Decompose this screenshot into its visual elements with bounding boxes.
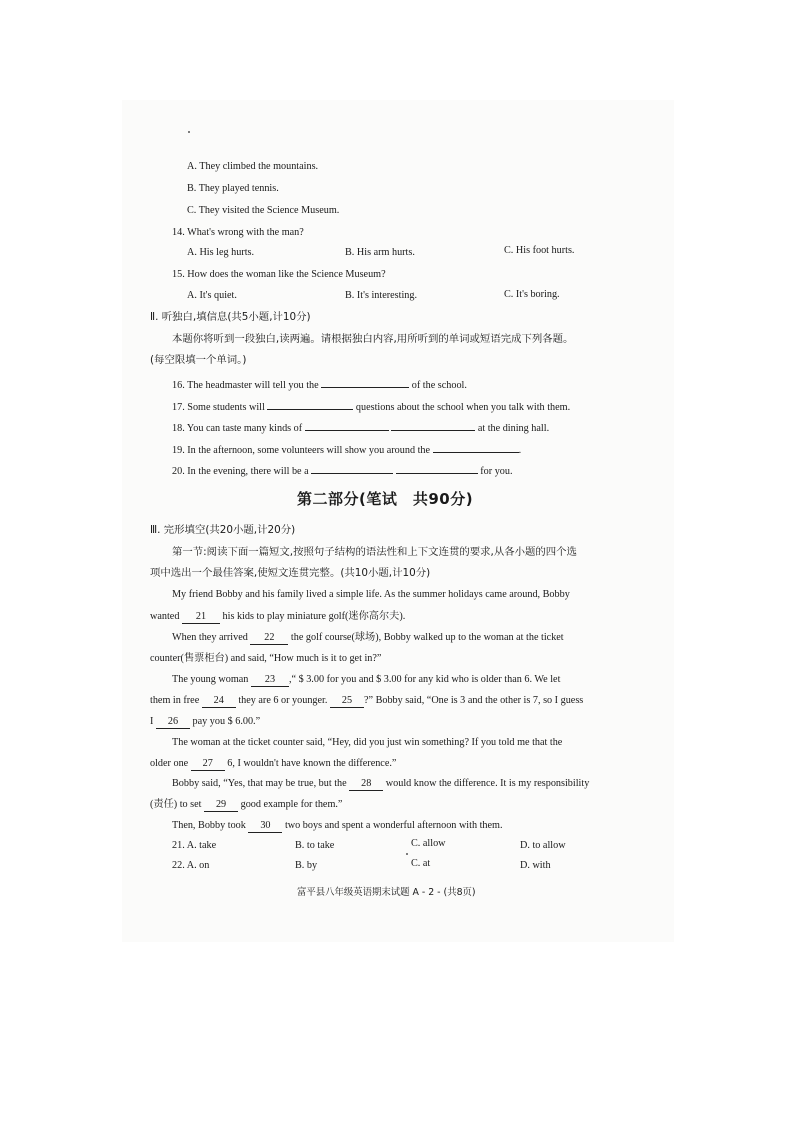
q22-option-a: 22. A. on (172, 860, 210, 871)
passage-text: I (150, 716, 154, 727)
q20-text-end: for you. (480, 466, 513, 477)
q17-text-end: questions about the school when you talk with them. (355, 402, 571, 413)
passage-p1-line1: My friend Bobby and his family lived a simple life. As the summer holidays came around, Bobby (172, 589, 570, 600)
blank-26[interactable]: 26 (156, 715, 190, 729)
q17-blank[interactable] (267, 398, 353, 410)
speck-mark (406, 853, 408, 855)
q22-option-d: D. with (520, 860, 551, 871)
passage-p4-line2 (150, 757, 396, 771)
blank-25[interactable]: 25 (330, 694, 364, 708)
part2-title: 第二部分(笔试 共90分) (297, 490, 474, 508)
passage-text: (责任) to set (150, 799, 202, 810)
q19-blank[interactable] (433, 441, 519, 453)
blank-21[interactable]: 21 (182, 610, 220, 624)
q15-option-a: A. It's quiet. (187, 290, 237, 301)
passage-text: The young woman (172, 674, 249, 685)
q19-text-end: . (518, 445, 522, 456)
q13-option-a: A. They climbed the mountains. (187, 161, 319, 172)
passage-text: When they arrived (172, 632, 248, 643)
passage-p3-line1 (172, 673, 560, 687)
blank-24[interactable]: 24 (202, 694, 236, 708)
q18-line (172, 419, 549, 435)
q22-option-c: C. at (411, 858, 431, 869)
q16-blank[interactable] (321, 376, 409, 388)
passage-p4-line1: The woman at the ticket counter said, “Hey, did you just win something? If you told me that the (172, 737, 563, 748)
q15-option-b: B. It's interesting. (345, 290, 418, 301)
q19-text: 19. In the afternoon, some volunteers will show you around the (172, 445, 431, 456)
passage-p2-line1 (172, 631, 564, 645)
q17-text: 17. Some students will (172, 402, 265, 413)
blank-23[interactable]: 23 (251, 673, 289, 687)
section2-heading: Ⅱ. 听独白,填信息(共5小题,计10分) (150, 311, 311, 323)
passage-text: his kids to play miniature golf(迷你高尔夫). (222, 611, 406, 622)
passage-p5-line1 (172, 777, 589, 791)
section3-instruction: 第一节:阅读下面一篇短文,按照句子结构的语法性和上下文连贯的要求,从各小题的四个选 (172, 546, 577, 558)
q13-option-c: C. They visited the Science Museum. (187, 205, 340, 216)
q15-question: 15. How does the woman like the Science Museum? (172, 269, 386, 280)
blank-22[interactable]: 22 (250, 631, 288, 645)
q17-line (172, 398, 570, 414)
q22-option-b: B. by (295, 860, 318, 871)
blank-28[interactable]: 28 (349, 777, 383, 791)
q16-text: 16. The headmaster will tell you the (172, 380, 319, 391)
passage-text: them in free (150, 695, 200, 706)
passage-text: Bobby said, “Yes, that may be true, but the (172, 778, 347, 789)
blank-27[interactable]: 27 (191, 757, 225, 771)
passage-p3-line3 (150, 715, 260, 729)
passage-p3-line2 (150, 694, 583, 708)
q15-option-c: C. It's boring. (504, 289, 560, 300)
q20-blank-1[interactable] (311, 462, 393, 474)
section3-instruction-cont: 项中选出一个最佳答案,使短文连贯完整。(共10小题,计10分) (150, 567, 431, 579)
passage-text: wanted (150, 611, 180, 622)
blank-29[interactable]: 29 (204, 798, 238, 812)
passage-p5-line2 (150, 798, 342, 812)
q14-option-c: C. His foot hurts. (504, 245, 575, 256)
page-footer: 富平县八年级英语期末试题 A - 2 - (共8页) (297, 887, 476, 898)
q13-option-b: B. They played tennis. (187, 183, 279, 194)
passage-text: pay you $ 6.00.” (192, 716, 261, 727)
speck-mark (188, 131, 190, 133)
q21-option-d: D. to allow (520, 840, 566, 851)
q20-blank-2[interactable] (396, 462, 478, 474)
section2-instruction: 本题你将听到一段独白,读两遍。请根据独白内容,用所听到的单词或短语完成下列各题。 (172, 333, 574, 345)
passage-text: 6, I wouldn't have known the difference.” (227, 758, 397, 769)
passage-text: ,“ $ 3.00 for you and $ 3.00 for any kid who is older than 6. We let (288, 674, 561, 685)
passage-text: ?” Bobby said, “One is 3 and the other is 7, so I guess (363, 695, 584, 706)
passage-p1-line2 (150, 610, 405, 624)
q18-text-end: at the dining hall. (477, 423, 550, 434)
section3-heading: Ⅲ. 完形填空(共20小题,计20分) (150, 524, 296, 536)
q16-text-end: of the school. (411, 380, 467, 391)
q18-blank-1[interactable] (305, 419, 389, 431)
passage-text: the golf course(球场), Bobby walked up to the woman at the ticket (290, 632, 564, 643)
passage-p6 (172, 819, 503, 833)
q14-option-a: A. His leg hurts. (187, 247, 255, 258)
q14-option-b: B. His arm hurts. (345, 247, 415, 258)
q18-text: 18. You can taste many kinds of (172, 423, 303, 434)
q18-blank-2[interactable] (391, 419, 475, 431)
q21-option-b: B. to take (295, 840, 335, 851)
passage-text: older one (150, 758, 189, 769)
q19-line (172, 441, 521, 457)
q21-option-a: 21. A. take (172, 840, 217, 851)
passage-text: good example for them.” (240, 799, 343, 810)
passage-text: they are 6 or younger. (238, 695, 328, 706)
q16-line (172, 376, 467, 392)
section2-instruction-note: (每空限填一个单词。) (150, 354, 247, 366)
passage-p2-line2: counter(售票柜台) and said, “How much is it to get in?” (150, 653, 382, 664)
q20-text: 20. In the evening, there will be a (172, 466, 309, 477)
passage-text: Then, Bobby took (172, 820, 246, 831)
q20-line (172, 462, 513, 478)
q21-option-c: C. allow (411, 838, 446, 849)
passage-text: would know the difference. It is my responsibility (385, 778, 590, 789)
blank-30[interactable]: 30 (248, 819, 282, 833)
passage-text: two boys and spent a wonderful afternoon with them. (284, 820, 503, 831)
q14-question: 14. What's wrong with the man? (172, 227, 304, 238)
